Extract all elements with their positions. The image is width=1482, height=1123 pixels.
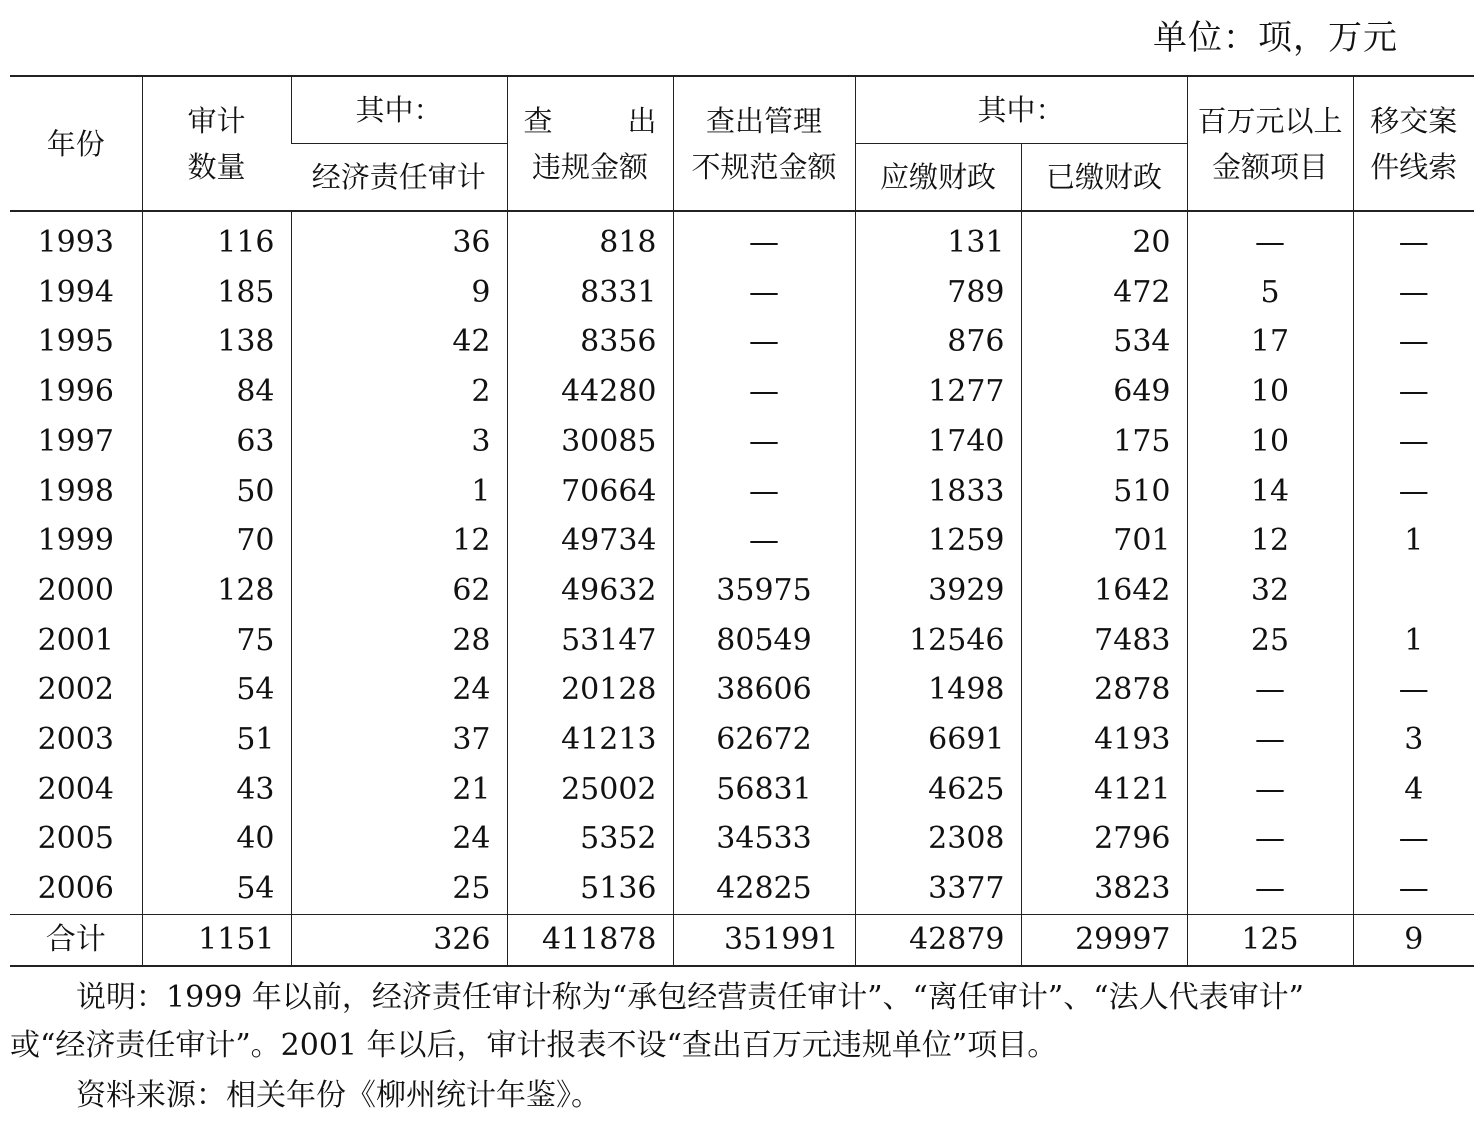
table-row: [10, 417, 1474, 467]
cell-mgmt: —: [673, 367, 855, 417]
cell-total-econ-resp: 326: [291, 914, 507, 966]
cell-payable: 3377: [855, 864, 1021, 914]
cell-payable: 1740: [855, 417, 1021, 467]
header-audit-count-line2: 数量: [187, 149, 246, 184]
cell-econ-resp: 2: [291, 367, 507, 417]
cell-mgmt: —: [673, 417, 855, 467]
cell-year: 1996: [37, 374, 114, 410]
cell-econ-resp: 62: [291, 566, 507, 616]
cell-audit-count: 185: [142, 268, 291, 318]
header-mgmt-line2: 不规范金额: [691, 149, 837, 184]
cell-year: 1998: [37, 473, 114, 509]
note-paragraph-continued: [10, 1022, 1474, 1070]
cell-paid: 510: [1021, 467, 1187, 517]
cell-payable: 6691: [855, 715, 1021, 765]
cell-violation: 8331: [507, 268, 673, 318]
table-row: [10, 566, 1474, 616]
header-violation-line1-a: 查: [523, 103, 553, 138]
table-row: [10, 864, 1474, 914]
cell-transfer: —: [1353, 268, 1474, 318]
header-violation-line1-b: 出: [627, 103, 657, 138]
cell-econ-resp: 28: [291, 616, 507, 666]
table-row: [10, 367, 1474, 417]
cell-total-million: 125: [1187, 914, 1353, 966]
table-row: [10, 211, 1474, 268]
cell-million: —: [1187, 715, 1353, 765]
cell-econ-resp: 3: [291, 417, 507, 467]
cell-violation: 25002: [507, 765, 673, 815]
cell-million: 12: [1187, 516, 1353, 566]
cell-payable: 4625: [855, 765, 1021, 815]
table-row: [10, 516, 1474, 566]
cell-econ-resp: 25: [291, 864, 507, 914]
cell-year: 1999: [37, 523, 114, 559]
cell-mgmt: 80549: [673, 616, 855, 666]
table-row: [10, 317, 1474, 367]
cell-million: 17: [1187, 317, 1353, 367]
cell-audit-count: 116: [142, 211, 291, 268]
header-violation-amount: [507, 76, 673, 211]
cell-violation: 49734: [507, 516, 673, 566]
cell-violation: 70664: [507, 467, 673, 517]
header-transfer-line1: 移交案: [1370, 103, 1458, 138]
cell-million: 32: [1187, 566, 1353, 616]
cell-mgmt: 34533: [673, 814, 855, 864]
cell-total-paid: 29997: [1021, 914, 1187, 966]
cell-violation: 30085: [507, 417, 673, 467]
cell-econ-resp: 9: [291, 268, 507, 318]
cell-transfer: 1: [1353, 516, 1474, 566]
cell-violation: 53147: [507, 616, 673, 666]
cell-million: 25: [1187, 616, 1353, 666]
unit-label: 单位：项，万元: [1153, 18, 1398, 58]
cell-payable: 12546: [855, 616, 1021, 666]
cell-total-violation: 411878: [507, 914, 673, 966]
cell-audit-count: 128: [142, 566, 291, 616]
cell-audit-count: 75: [142, 616, 291, 666]
cell-year: 1993: [37, 225, 114, 260]
cell-econ-resp: 1: [291, 467, 507, 517]
cell-million: —: [1187, 814, 1353, 864]
cell-transfer: —: [1353, 417, 1474, 467]
header-million-items: [1187, 76, 1353, 211]
note-paragraph: [10, 974, 1474, 1022]
source-note: [10, 1072, 1474, 1120]
header-mgmt-line1: 查出管理: [705, 103, 822, 138]
table-row: [10, 616, 1474, 666]
cell-audit-count: 138: [142, 317, 291, 367]
cell-econ-resp: 24: [291, 665, 507, 715]
cell-mgmt: —: [673, 467, 855, 517]
cell-paid: 534: [1021, 317, 1187, 367]
cell-payable: 1498: [855, 665, 1021, 715]
header-transfer-line2: 件线索: [1370, 149, 1458, 184]
cell-transfer: —: [1353, 211, 1474, 268]
cell-audit-count: 50: [142, 467, 291, 517]
cell-mgmt: 35975: [673, 566, 855, 616]
cell-payable: 789: [855, 268, 1021, 318]
table-row: [10, 715, 1474, 765]
cell-violation: 49632: [507, 566, 673, 616]
cell-audit-count: 84: [142, 367, 291, 417]
cell-mgmt: —: [673, 268, 855, 318]
cell-million: 10: [1187, 417, 1353, 467]
audit-statistics-table: [10, 75, 1474, 967]
cell-paid: 1642: [1021, 566, 1187, 616]
cell-mgmt: 38606: [673, 665, 855, 715]
cell-audit-count: 43: [142, 765, 291, 815]
cell-violation: 8356: [507, 317, 673, 367]
cell-transfer: —: [1353, 467, 1474, 517]
header-audit-count: [142, 76, 291, 211]
cell-econ-resp: 21: [291, 765, 507, 815]
cell-payable: 131: [855, 211, 1021, 268]
cell-paid: 4193: [1021, 715, 1187, 765]
cell-econ-resp: 12: [291, 516, 507, 566]
cell-total-label: 合计: [45, 921, 106, 957]
cell-mgmt: 62672: [673, 715, 855, 765]
cell-year: 1997: [37, 423, 114, 459]
source-line: 资料来源：相关年份《柳州统计年鉴》。: [76, 1078, 601, 1113]
header-payable-to-finance: 应缴财政: [855, 144, 1021, 212]
header-mgmt-irregular-amount: [673, 76, 855, 211]
cell-payable: 876: [855, 317, 1021, 367]
table-total-row: [10, 914, 1474, 966]
cell-year: 2002: [37, 672, 114, 708]
table-row: [10, 467, 1474, 517]
cell-transfer: 4: [1353, 765, 1474, 815]
cell-econ-resp: 42: [291, 317, 507, 367]
cell-year: 2003: [37, 722, 114, 758]
cell-audit-count: 70: [142, 516, 291, 566]
cell-million: —: [1187, 211, 1353, 268]
cell-paid: 3823: [1021, 864, 1187, 914]
cell-transfer: —: [1353, 665, 1474, 715]
cell-payable: 1259: [855, 516, 1021, 566]
cell-year: 1994: [37, 274, 114, 310]
cell-million: 14: [1187, 467, 1353, 517]
cell-transfer: —: [1353, 317, 1474, 367]
cell-paid: 175: [1021, 417, 1187, 467]
cell-audit-count: 63: [142, 417, 291, 467]
cell-paid: 649: [1021, 367, 1187, 417]
cell-paid: 701: [1021, 516, 1187, 566]
cell-paid: 4121: [1021, 765, 1187, 815]
cell-year: 2005: [37, 821, 114, 857]
cell-paid: 20: [1021, 211, 1187, 268]
cell-million: —: [1187, 864, 1353, 914]
header-violation-line1: [508, 98, 673, 144]
cell-payable: 2308: [855, 814, 1021, 864]
cell-audit-count: 40: [142, 814, 291, 864]
header-group-of-which-1: 其中：: [291, 76, 507, 144]
table-row: [10, 765, 1474, 815]
table-row: [10, 665, 1474, 715]
cell-transfer: —: [1353, 367, 1474, 417]
cell-year: 2004: [37, 771, 114, 807]
cell-million: 5: [1187, 268, 1353, 318]
cell-paid: 7483: [1021, 616, 1187, 666]
cell-transfer: 3: [1353, 715, 1474, 765]
cell-total-transfer: 9: [1353, 914, 1474, 966]
cell-million: —: [1187, 665, 1353, 715]
header-year: 年份: [46, 126, 105, 161]
cell-total-audit-count: 1151: [142, 914, 291, 966]
cell-transfer: —: [1353, 864, 1474, 914]
note-line-2: 或“经济责任审计”。2001 年以后，审计报表不设“查出百万元违规单位”项目。: [10, 1028, 1058, 1063]
cell-violation: 818: [507, 211, 673, 268]
cell-payable: 1833: [855, 467, 1021, 517]
cell-year: 1995: [37, 324, 114, 360]
cell-violation: 5136: [507, 864, 673, 914]
cell-payable: 1277: [855, 367, 1021, 417]
cell-audit-count: 51: [142, 715, 291, 765]
cell-audit-count: 54: [142, 665, 291, 715]
cell-econ-resp: 24: [291, 814, 507, 864]
cell-violation: 5352: [507, 814, 673, 864]
cell-violation: 41213: [507, 715, 673, 765]
cell-transfer: —: [1353, 814, 1474, 864]
cell-transfer: [1353, 566, 1474, 616]
table-row: [10, 268, 1474, 318]
cell-audit-count: 54: [142, 864, 291, 914]
cell-paid: 2796: [1021, 814, 1187, 864]
cell-year: 2001: [37, 622, 114, 658]
table-row: [10, 814, 1474, 864]
cell-payable: 3929: [855, 566, 1021, 616]
cell-violation: 20128: [507, 665, 673, 715]
cell-million: —: [1187, 765, 1353, 815]
note-line-1: 说明：1999 年以前，经济责任审计称为“承包经营责任审计”、“离任审计”、“法人代表审计”: [76, 980, 1304, 1015]
cell-mgmt: —: [673, 317, 855, 367]
cell-mgmt: —: [673, 516, 855, 566]
cell-paid: 2878: [1021, 665, 1187, 715]
cell-econ-resp: 36: [291, 211, 507, 268]
header-transfer-clues: [1353, 76, 1474, 211]
cell-total-mgmt: 351991: [673, 914, 855, 966]
cell-mgmt: 56831: [673, 765, 855, 815]
cell-transfer: 1: [1353, 616, 1474, 666]
cell-mgmt: 42825: [673, 864, 855, 914]
cell-million: 10: [1187, 367, 1353, 417]
cell-year: 2006: [37, 871, 114, 907]
cell-econ-resp: 37: [291, 715, 507, 765]
header-million-line2: 金额项目: [1212, 149, 1329, 184]
header-paid-to-finance: 已缴财政: [1021, 144, 1187, 212]
cell-mgmt: —: [673, 211, 855, 268]
header-violation-line2: 违规金额: [531, 149, 648, 184]
cell-year: 2000: [37, 572, 114, 608]
header-economic-responsibility-audit: 经济责任审计: [311, 160, 486, 194]
cell-paid: 472: [1021, 268, 1187, 318]
cell-violation: 44280: [507, 367, 673, 417]
header-group-of-which-2: 其中：: [855, 76, 1187, 144]
cell-total-payable: 42879: [855, 914, 1021, 966]
header-million-line1: 百万元以上: [1197, 103, 1343, 138]
header-audit-count-line1: 审计: [187, 103, 246, 138]
